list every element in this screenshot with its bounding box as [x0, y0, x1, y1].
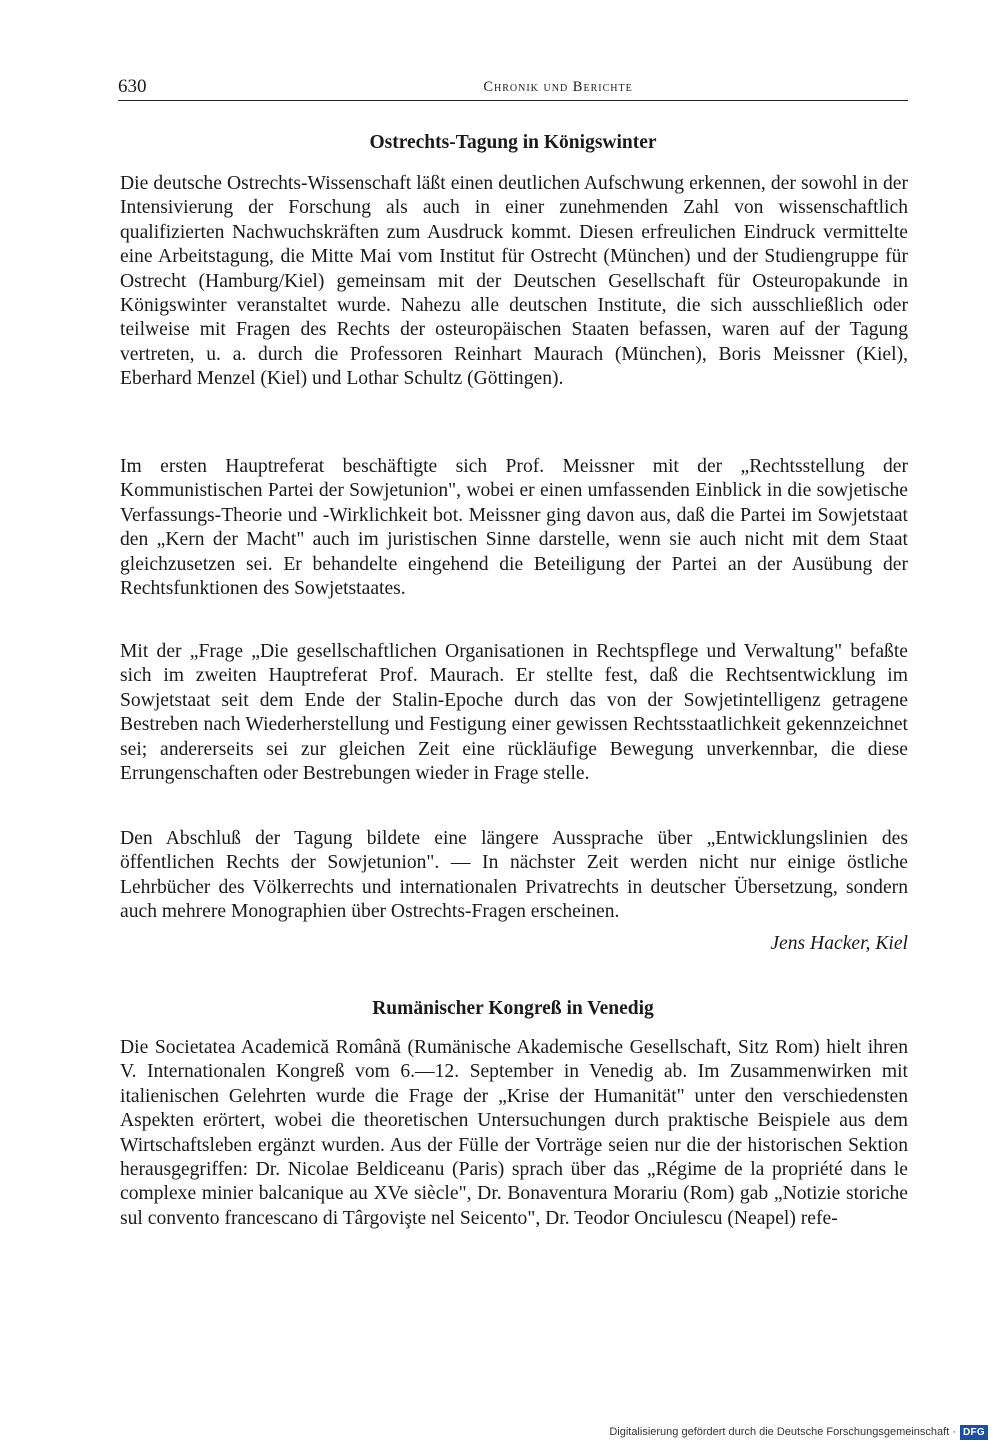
section-title-ostrechts: Ostrechts-Tagung in Königswinter	[369, 132, 657, 153]
paragraph: Die deutsche Ostrechts-Wissenschaft läßt einen deutlichen Aufschwung erkennen, der sowohl in der Intensivierung der Forschung als auch in einer zunehmenden Zahl von wissenschaftlich qualifizierten Nachwuchskräften zum Ausdruck kommt. Diesen erfreulichen Eindruck vermittelte eine Arbeitstagung, die Mitte Mai vom Institut für Ostrecht (München) und der Studiengruppe für Ostrecht (Hamburg/Kiel) gemeinsam mit der Deutschen Gesellschaft für Osteuropakunde in Königswinter veranstaltet wurde. Nahezu alle deutschen Institute, die sich ausschließlich oder teilweise mit Fragen des Rechts der osteuropäischen Staaten befassen, waren auf der Tagung vertreten, u. a. durch die Professoren Reinhart Maurach (München), Boris Meissner (Kiel), Eberhard Menzel (Kiel) und Lothar Schultz (Göttingen).	[120, 173, 908, 390]
paragraph: Den Abschluß der Tagung bildete eine längere Aussprache über „Entwicklungslinien des öffentlichen Rechts der Sowjetunion". — In nächster Zeit werden nicht nur einige östliche Lehrbücher des Völkerrechts und internationalen Privatrechts in deutscher Übersetzung, sondern auch mehrere Monographien über Ostrechts-Fragen erscheinen.	[120, 828, 908, 923]
running-title: Chronik und Berichte	[483, 79, 633, 95]
footer-credit: Digitalisierung gefördert durch die Deutsche Forschungsgemeinschaft ·	[609, 1426, 956, 1438]
paragraph: Mit der „Frage „Die gesellschaftlichen Organisationen in Rechtspflege und Verwaltung" befaßte sich im zweiten Hauptreferat Prof. Maurach. Er stellte fest, daß die Rechtsentwicklung im Sowjetstaat seit dem Ende der Stalin-Epoche durch das von der Sowjetintelligenz getragene Bestreben nach Wiederherstellung und Festigung einer gewissen Rechtsstaatlichkeit gekennzeichnet sei; andererseits sei zur gleichen Zeit eine rückläufige Bewegung unverkennbar, die diese Errungenschaften oder Bestrebungen wieder in Frage stelle.	[120, 641, 908, 785]
digitization-footer	[604, 1423, 988, 1441]
paragraph: Im ersten Hauptreferat beschäftigte sich Prof. Meissner mit der „Rechtsstellung der Kommunistischen Partei der Sowjetunion", wobei er einen umfassenden Einblick in die sowjetische Verfassungs-Theorie und -Wirklichkeit bot. Meissner ging davon aus, daß die Partei im Sowjetstaat den „Kern der Macht" auch im juristischen Sinne darstelle, wenn sie auch nicht mit dem Staat gleichzusetzen sei. Er behandelte eingehend die Beteiligung der Partei an der Ausübung der Rechtsfunktionen des Sowjetstaates.	[120, 456, 908, 600]
paragraph: Die Societatea Academică Română (Rumänische Akademische Gesellschaft, Sitz Rom) hielt ihren V. Internationalen Kongreß vom 6.—12. September in Venedig ab. Im Zusammenwirken mit italienischen Gelehrten wurde die Frage der „Krise der Humanität" unter den verschiedensten Aspekten erörtert, wobei die theoretischen Untersuchungen durch praktische Beispiele aus dem Wirtschaftsleben ergänzt wurden. Aus der Fülle der Vorträge seien nur die der historischen Sektion herausgegriffen: Dr. Nicolae Beldiceanu (Paris) sprach über das „Régime de la propriété dans le complexe minier balcanique au XVe siècle", Dr. Bonaventura Morariu (Rom) gab „Notizie storiche sul convento francescano di Târgovişte nel Seicento", Dr. Teodor Onciulescu (Neapel) refe-	[120, 1037, 908, 1229]
page-number: 630	[118, 76, 147, 97]
author-signature: Jens Hacker, Kiel	[770, 933, 908, 954]
section-title-kongress: Rumänischer Kongreß in Venedig	[372, 998, 654, 1019]
dfg-logo: DFG	[960, 1425, 988, 1440]
running-head	[118, 74, 908, 101]
